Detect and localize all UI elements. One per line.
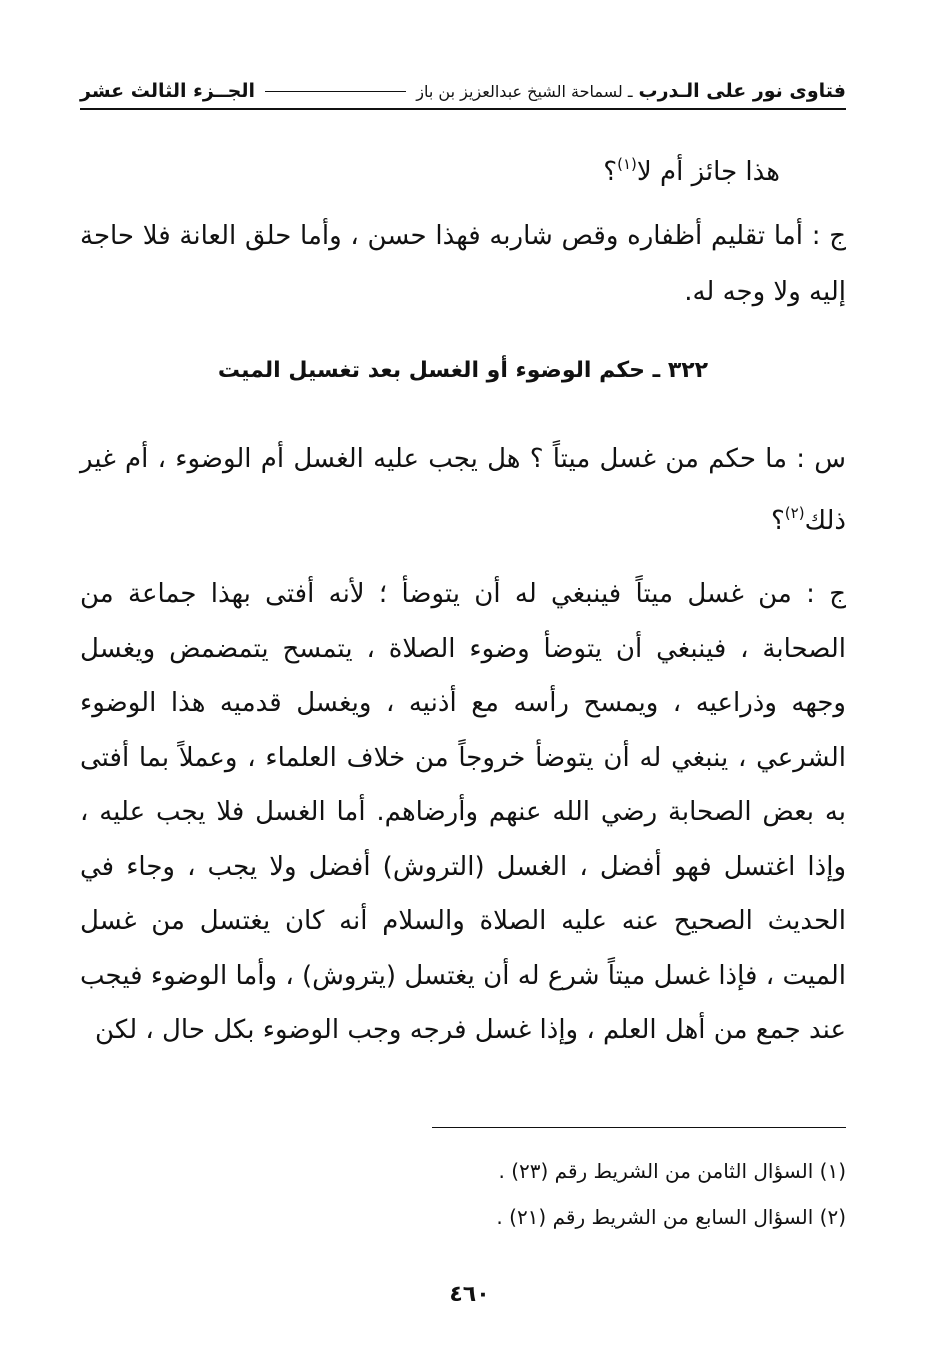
question-2 bbox=[80, 432, 846, 548]
footnote-ref-2[interactable]: (٢) bbox=[784, 504, 805, 522]
question-1-end bbox=[80, 142, 846, 194]
author-credit: ـ لسماحة الشيخ عبدالعزيز بن باز bbox=[416, 81, 633, 101]
page-number: ٤٦٠ bbox=[449, 1282, 490, 1307]
running-header bbox=[80, 74, 846, 110]
footnotes bbox=[80, 1148, 846, 1240]
book-title: فتاوى نور على الـدرب bbox=[638, 80, 846, 102]
answer-1: ج : أما تقليم أظفاره وقص شاربه فهذا حسن ، وأما حلق العانة فلا حاجة إليه ولا وجه له. bbox=[80, 221, 846, 307]
footnote-divider bbox=[432, 1127, 846, 1128]
answer-2: ج : من غسل ميتاً فينبغي له أن يتوضأ ؛ لأنه أفتى بهذا جماعة من الصحابة ، فينبغي أن يتوضأ وضوء الصلاة ، يتمسح يتمضمض ويغسل وجهه وذراعيه ، ويمسح رأسه مع أذنيه ، ويغسل قدميه هذا الوضوء الشرعي ، ينبغي له أن يتوضأ خروجاً من خلاف العلماء ، وعملاً بما أفتى به بعض الصحابة رضي الله عنهم وأرضاهم. أما الغسل فلا يجب عليه ، وإذا اغتسل فهو أفضل ، الغسل (التروش) أفضل ولا يجب ، وجاء في الحديث الصحيح عنه عليه الصلاة والسلام أنه كان يغتسل من غسل الميت ، فإذا غسل ميتاً شرع له أن يغتسل (يتروش) ، وأما الوضوء فيجب عند جمع من أهل العلم ، وإذا غسل فرجه وجب الوضوء بكل حال ، لكن bbox=[80, 579, 846, 1045]
section-heading: ٣٢٢ ـ حكم الوضوء أو الغسل بعد تغسيل الميت bbox=[217, 358, 709, 383]
volume-label: الجــزء الثالث عشر bbox=[80, 80, 256, 102]
question-2-mark: ؟ bbox=[770, 506, 785, 536]
footnote-1: (١) السؤال الثامن من الشريط رقم (٢٣) . bbox=[498, 1159, 846, 1183]
footnote-ref-1[interactable]: (١) bbox=[617, 155, 637, 173]
question-1-mark: ؟ bbox=[603, 157, 618, 187]
footnote-2: (٢) السؤال السابع من الشريط رقم (٢١) . bbox=[496, 1205, 846, 1229]
question-2-text: س : ما حكم من غسل ميتاً ؟ هل يجب عليه الغسل أم الوضوء ، أم غير ذلك bbox=[80, 444, 846, 536]
question-1-text: هذا جائز أم لا bbox=[636, 157, 780, 187]
header-rule bbox=[265, 91, 406, 92]
